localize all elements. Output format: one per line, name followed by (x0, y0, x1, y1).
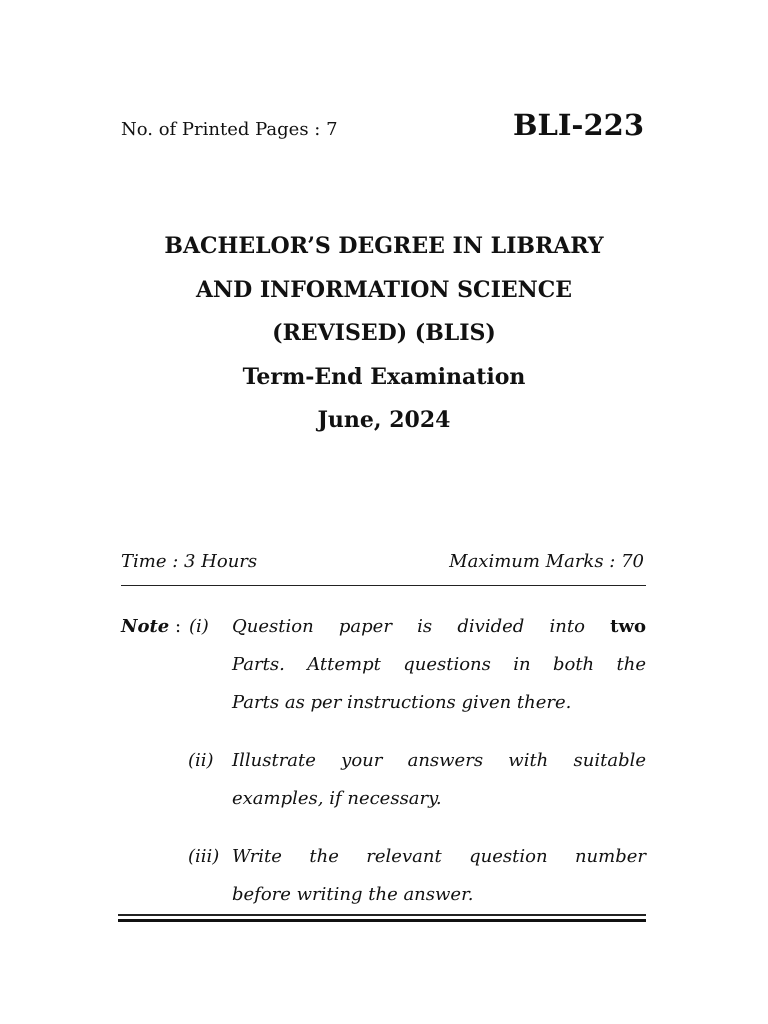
paper-code: BLI-223 (512, 108, 644, 142)
exam-time: Time : 3 Hours (121, 551, 258, 572)
section-divider-rule (118, 914, 646, 922)
title-line-programme-2: AND INFORMATION SCIENCE (195, 276, 573, 303)
maximum-marks: Maximum Marks : 70 (449, 551, 644, 572)
exam-info (121, 551, 646, 586)
emphasis-two: two (610, 616, 646, 637)
note-item-number: (iii) (188, 846, 220, 867)
title-line-session: June, 2024 (317, 407, 451, 433)
note-item-text: Question paper is divided into two Parts. Attempt questions in both the Parts as per instructions given there. (232, 616, 646, 713)
note-item (121, 742, 646, 818)
note-item-number: (i) (189, 616, 209, 637)
note-item-number: (ii) (188, 750, 214, 771)
printed-pages-count: No. of Printed Pages : 7 (121, 119, 338, 140)
title-line-exam-type: Term-End Examination (242, 363, 526, 390)
note-item-text: Illustrate your answers with suitable examples, if necessary. (232, 750, 646, 809)
exam-title (100, 230, 668, 448)
note-item (121, 608, 646, 722)
header (121, 104, 646, 148)
note-label: Note : (121, 616, 182, 637)
instructions-note (121, 608, 646, 914)
title-line-programme-1: BACHELOR’S DEGREE IN LIBRARY (164, 233, 604, 259)
title-line-programme-3: (REVISED) (BLIS) (272, 320, 496, 346)
note-item (121, 838, 646, 914)
note-item-text: Write the relevant question number before writing the answer. (232, 846, 646, 905)
